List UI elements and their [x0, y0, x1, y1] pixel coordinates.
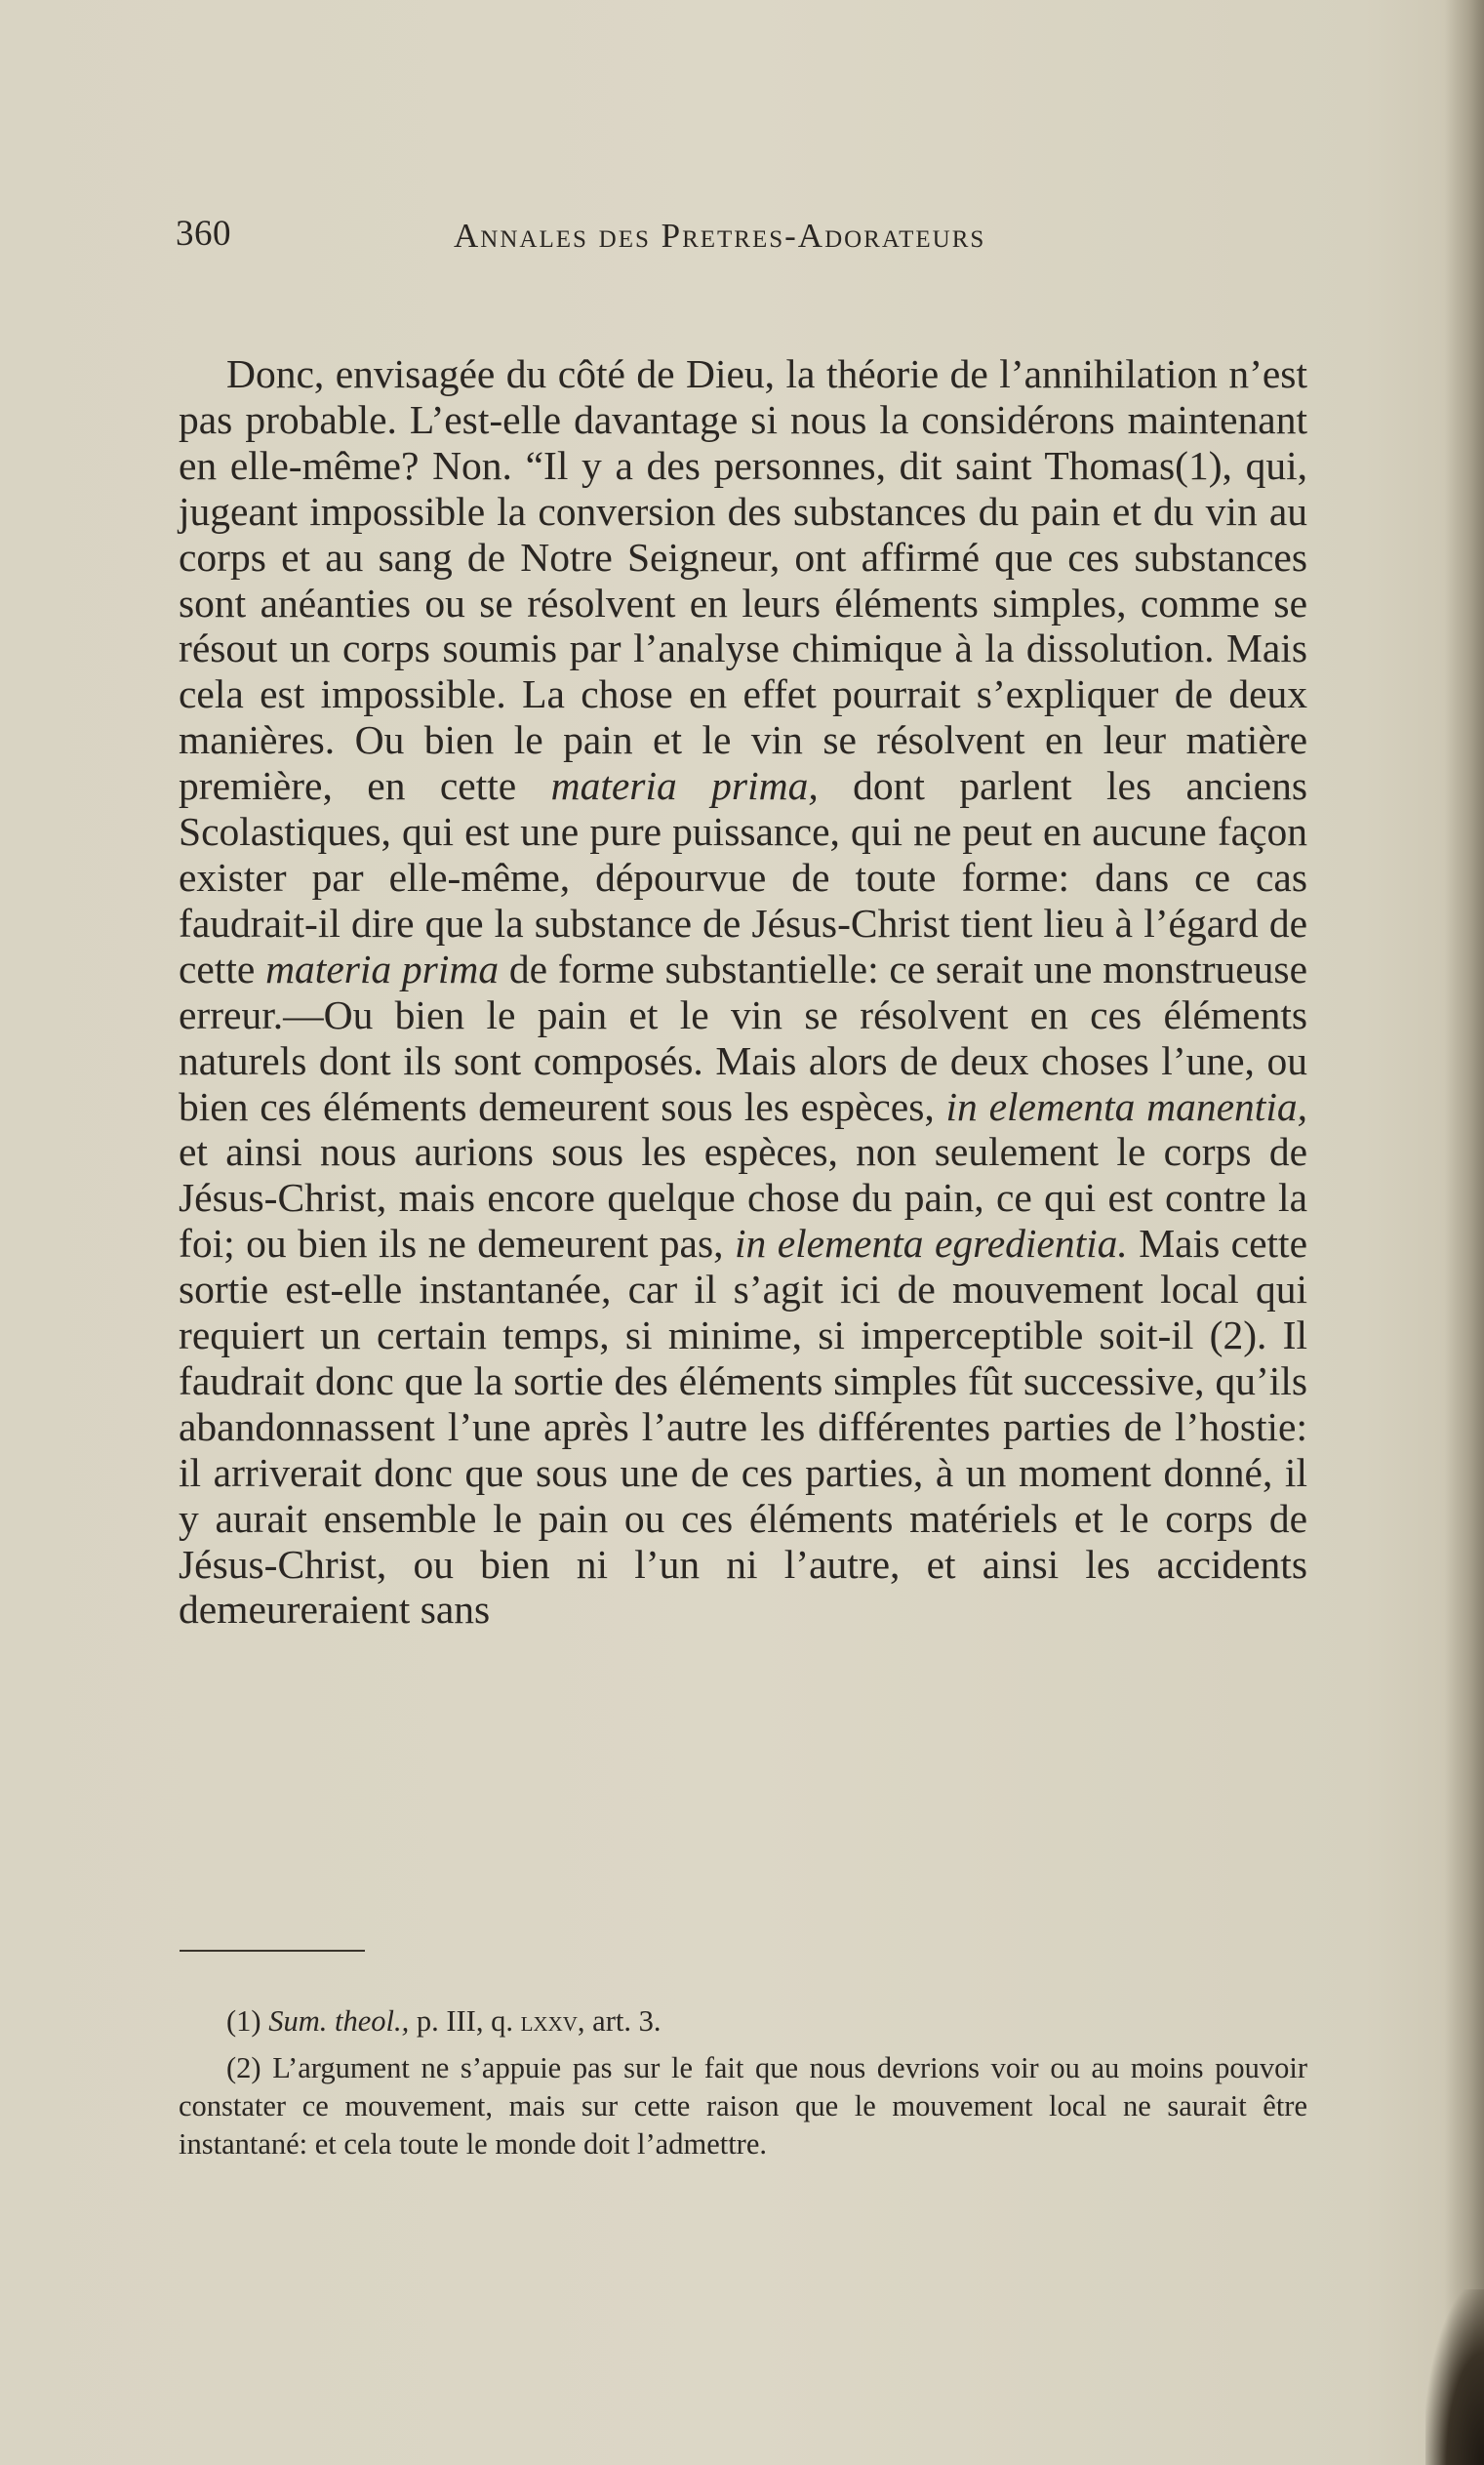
text-run: dont parlent les anciens Scolastiques, qui est une pure puissance, qui ne peut en aucune façon exister par elle-même, dépourvue de toute forme: dans ce cas faudrait-il dire que la substance de Jésus-Christ tient lieu à l’égard de cette [179, 763, 1307, 991]
text-run: et ainsi nous aurions sous les espèces, non seulement le corps de Jésus-Christ, mais encore quelque chose du pain, ce qui est contre la foi; ou bien ils ne demeurent pas, [179, 1129, 1307, 1267]
main-text [179, 351, 1307, 1633]
footnote-number: (1) [226, 2004, 269, 2038]
spine-shadow [1445, 0, 1484, 2465]
footnotes [179, 2002, 1307, 2172]
footnote-1 [179, 2002, 1307, 2041]
latin-term: in elementa manentia, [945, 1083, 1307, 1129]
footnote-text: , art. 3. [577, 2004, 662, 2038]
footnote-reference: Sum. theol., [268, 2004, 410, 2038]
running-title: Annales des Pretres-Adorateurs [454, 217, 986, 255]
footnote-text: p. III, q. [409, 2004, 521, 2038]
page-corner-shadow [1425, 2289, 1484, 2465]
page-number: 360 [176, 214, 231, 254]
footnote-roman-numeral: lxxv [520, 2004, 578, 2038]
latin-term: materia prima [265, 946, 500, 991]
text-run: Donc, envisagée du côté de Dieu, la théorie de l’annihilation n’est pas probable. L’est-elle davantage si nous la considérons maintenant en elle-même? Non. “Il y a des personnes, dit saint Thomas(1), qui, jugeant impossible la conversion des substances du pain et du vin au corps et au sang de Notre Seigneur, ont affirmé que ces substances sont anéanties ou se résolvent en leurs éléments simples, comme se résout un corps soumis par l’analyse chimique à la dissolution. Mais cela est impossible. La chose en effet pourrait s’expliquer de deux manières. Ou bien le pain et le vin se résolvent en leur matière première, en cette [179, 351, 1307, 809]
paragraph [179, 351, 1307, 1633]
text-run: Mais cette sortie est-elle instantanée, car il s’agit ici de mouvement local qui requiert un certain temps, si minime, si imperceptible soit-il (2). Il faudrait donc que la sortie des éléments simples fût successive, qu’ils abandonnassent l’une après l’autre les différentes parties de l’hostie: il arriverait donc que sous une de ces parties, à un moment donné, il y aurait ensemble le pain ou ces éléments matériels et le corps de Jésus-Christ, ou bien ni l’un ni l’autre, et ainsi les accidents demeureraient sans [179, 1221, 1308, 1633]
latin-term: in elementa egredientia. [734, 1221, 1128, 1267]
latin-term: materia prima, [550, 763, 819, 809]
footnote-2: (2) L’argument ne s’appuie pas sur le fait que nous devrions voir ou au moins pouvoir constater ce mouvement, mais sur cette raison que le mouvement local ne saurait être instantané: et cela toute le monde doit l’admettre. [179, 2051, 1307, 2161]
running-head [0, 213, 1484, 262]
footnote-rule [180, 1950, 365, 1952]
text-run: de forme substantielle: ce serait une monstrueuse erreur.—Ou bien le pain et le vin se résolvent en ces éléments naturels dont ils sont composés. Mais alors de deux choses l’une, ou bien ces éléments demeurent sous les espèces, [179, 946, 1308, 1129]
